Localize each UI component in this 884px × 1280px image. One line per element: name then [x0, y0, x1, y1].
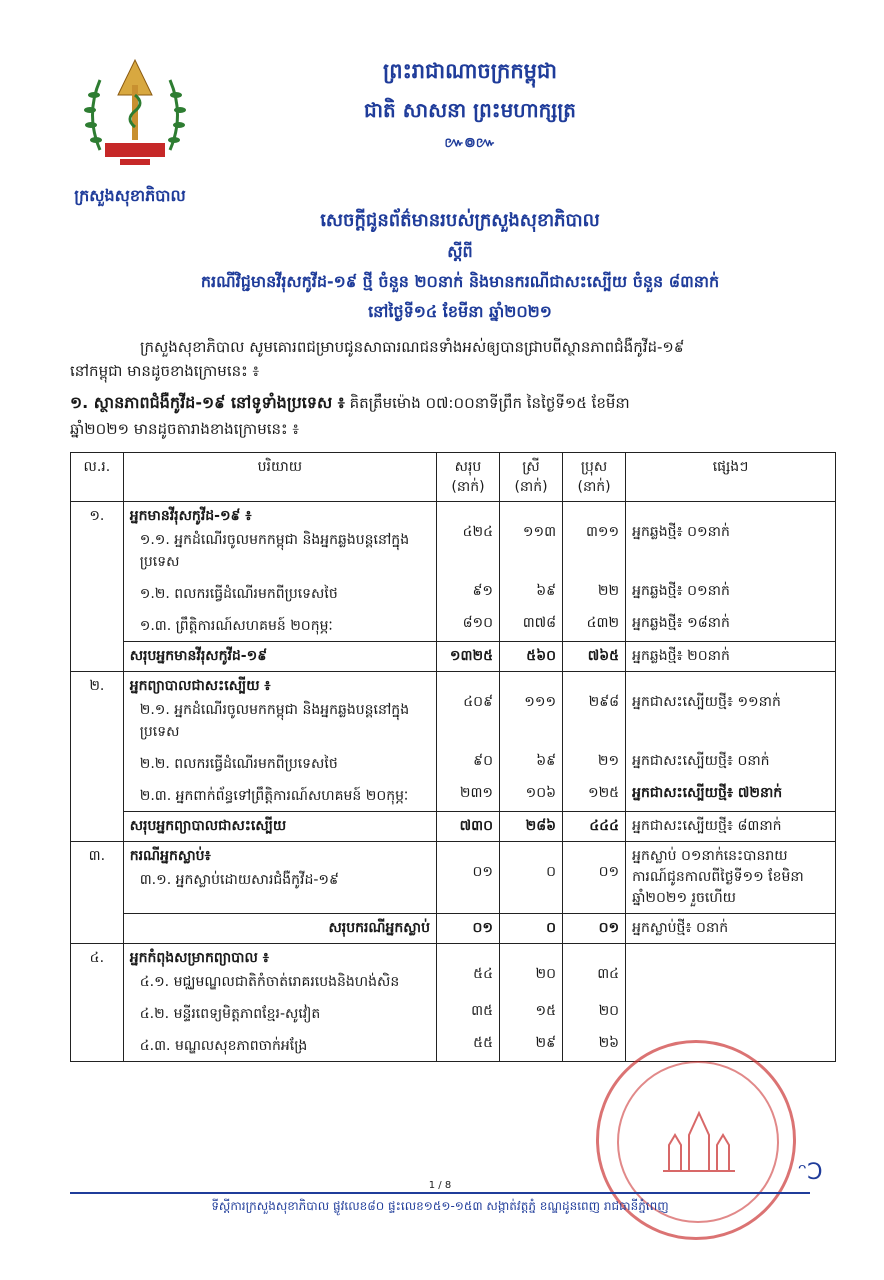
table-row: [71, 502, 836, 578]
header-total-unit: (នាក់): [451, 479, 485, 495]
row-female: [500, 842, 563, 914]
table-sum-row: [71, 812, 836, 842]
sum-desc: សរុបអ្នកព្យាបាលជាសះស្បើយ: [123, 812, 436, 842]
sum-male: ០១: [563, 914, 626, 944]
kingdom-header: [300, 58, 640, 154]
row-total-value: ៤២៤: [462, 524, 493, 540]
table-row: [71, 747, 836, 779]
row-total: [436, 502, 499, 578]
row-female: [500, 944, 563, 998]
row-desc-text: ៣.១. អ្នកស្លាប់ដោយសារជំងឺកូវីដ-១៩: [139, 872, 339, 888]
sum-total: ៧៣០: [436, 812, 499, 842]
row-note: [626, 944, 836, 1062]
group-number: ១.: [71, 502, 124, 672]
header-female-unit: (នាក់): [514, 479, 548, 495]
row-total-value: ០១: [472, 864, 493, 880]
row-male-value: ៣១១: [585, 524, 620, 540]
row-note-text: អ្នកជាសះស្បើយថ្មី៖ ១១នាក់: [632, 694, 781, 710]
row-note: អ្នកឆ្លងថ្មី៖ ០១នាក់: [626, 577, 836, 609]
group-number: ២.: [71, 672, 124, 842]
row-male: ១២៥: [563, 779, 626, 812]
header-no: ល.រ.: [71, 453, 124, 502]
row-male-value: ០១: [598, 864, 620, 880]
header-male-label: ប្រុស: [580, 459, 608, 475]
header-male-unit: (នាក់): [577, 479, 611, 495]
row-desc-text: ៤.១. មជ្ឈមណ្ឌលជាតិកំចាត់រោគរបេងនិងហង់សិន: [139, 974, 400, 990]
row-total: [436, 842, 499, 914]
sum-female: ៥៦០: [500, 642, 563, 672]
row-desc: [123, 944, 436, 998]
table-row: [71, 779, 836, 812]
intro-paragraph: [70, 335, 830, 383]
row-male: ២៦: [563, 1029, 626, 1062]
row-desc-text: ២.៣. អ្នកពាក់ព័ន្ធទៅព្រឹត្តិការណ៍សហគមន៍ ២០កុម្ភៈ: [139, 788, 409, 804]
ornament: ៚៙៚: [444, 135, 496, 151]
row-desc: [123, 747, 436, 779]
sum-note: អ្នកឆ្លងថ្មី៖ ២០នាក់: [626, 642, 836, 672]
row-note-text: អ្នកឆ្លងថ្មី៖ ០១នាក់: [632, 524, 730, 540]
sum-note: អ្នកស្លាប់ថ្មី៖ ០នាក់: [626, 914, 836, 944]
row-desc: [123, 779, 436, 812]
row-note: អ្នកឆ្លងថ្មី៖ ១៨នាក់: [626, 609, 836, 642]
intro-line-2: នៅកម្ពុជា មានដូចខាងក្រោមនេះ ៖: [70, 362, 260, 380]
row-female-value: ០: [546, 864, 557, 880]
row-note: [626, 502, 836, 578]
row-female: [500, 672, 563, 748]
row-total: ៩០: [436, 747, 499, 779]
ministry-logo: [80, 55, 190, 175]
row-desc-text: ២.២. ពលករធ្វើដំណើរមកពីប្រទេសថៃ: [139, 756, 338, 772]
group-number: ៣.: [71, 842, 124, 944]
sum-male: ៧៦៥: [563, 642, 626, 672]
sum-male: ៤៤៤: [563, 812, 626, 842]
table-header-row: [71, 453, 836, 502]
national-motto: ជាតិ សាសនា ព្រះមហាក្សត្រ: [364, 98, 576, 122]
header-female-label: ស្រី: [522, 459, 540, 475]
row-desc-text: ១.១. អ្នកដំណើរចូលមកកម្ពុជា និងអ្នកឆ្លងបន្តនៅក្នុងប្រទេស: [139, 532, 410, 570]
section-1-text-a: គិតត្រឹមម៉ោង ០៧:០០នាទីព្រឹក នៃថ្ងៃទី១៥ ខែមីនា: [344, 394, 630, 412]
table-sum-row: [71, 642, 836, 672]
row-female: ១៥: [500, 997, 563, 1029]
sum-female: ០: [500, 914, 563, 944]
sum-total: ១៣២៥: [436, 642, 499, 672]
covid-status-table: [70, 452, 836, 1062]
group-title: អ្នកកំពុងសម្រាកព្យាបាល ៖: [129, 950, 269, 966]
row-desc-text: ៤.២. មន្ទីរពេទ្យមិត្តភាពខ្មែរ-សូវៀត: [139, 1006, 321, 1022]
document-subject: ករណីវិជ្ជមានវីរុសកូវីដ-១៩ ថ្មី ចំនួន ២០នាក់ និងមានករណីជាសះស្បើយ ចំនួន ៨៣នាក់: [200, 272, 720, 291]
row-total: ៥៥: [436, 1029, 499, 1062]
row-desc: [123, 672, 436, 748]
table-row: [71, 577, 836, 609]
ministry-name: ក្រសួងសុខាភិបាល: [74, 186, 186, 205]
header-total: [436, 453, 499, 502]
sum-desc: សរុបអ្នកមានវីរុសកូវីដ-១៩: [123, 642, 436, 672]
table-row: [71, 842, 836, 914]
footer-divider: [70, 1192, 810, 1194]
header-total-label: សរុប: [454, 459, 482, 475]
row-total: [436, 944, 499, 998]
row-desc-text: ១.៣. ព្រឹត្តិការណ៍សហគមន៍ ២០កុម្ភៈ: [139, 618, 333, 634]
temple-icon: [661, 1105, 737, 1175]
signature: ᵔƆ: [798, 1160, 823, 1185]
group-title: អ្នកមានវីរុសកូវីដ-១៩ ៖: [129, 508, 252, 524]
document-date: នៅថ្ងៃទី១៤ ខែមីនា ឆ្នាំ២០២១: [368, 302, 552, 321]
row-female-value: ១១១: [524, 694, 557, 710]
row-total: ៨១០: [436, 609, 499, 642]
row-desc-text: ២.១. អ្នកដំណើរចូលមកកម្ពុជា និងអ្នកឆ្លងបន្តនៅក្នុងប្រទេស: [139, 702, 410, 740]
group-title: ករណីអ្នកស្លាប់៖: [129, 848, 211, 864]
header-desc: បរិយាយ: [123, 453, 436, 502]
section-1-text-b: ឆ្នាំ២០២១ មានដូចតារាងខាងក្រោមនេះ ៖: [70, 420, 299, 438]
row-desc: [123, 502, 436, 578]
section-1: [70, 390, 830, 442]
row-total: ៩១: [436, 577, 499, 609]
header-female: [500, 453, 563, 502]
row-total-value: ៥៤: [473, 966, 493, 982]
document-subject-label: ស្តីពី: [447, 242, 473, 261]
row-total-value: ៤០៩: [463, 694, 493, 710]
row-total: [436, 672, 499, 748]
row-male-value: ៣៤: [597, 966, 620, 982]
table-row: [71, 944, 836, 998]
row-total: ២៣១: [436, 779, 499, 812]
row-male: ៤៣២: [563, 609, 626, 642]
sum-desc: សរុបករណីអ្នកស្លាប់: [123, 914, 436, 944]
row-desc: [123, 997, 436, 1029]
row-desc: [123, 842, 436, 914]
sum-total: ០១: [436, 914, 499, 944]
table-row: [71, 609, 836, 642]
group-number: ៤.: [71, 944, 124, 1062]
row-female-value: ១១៣: [522, 524, 557, 540]
row-male: [563, 502, 626, 578]
row-total: ៣៥: [436, 997, 499, 1029]
row-male: [563, 672, 626, 748]
row-male: ២២: [563, 577, 626, 609]
row-female: [500, 502, 563, 578]
section-1-heading: ១. ស្ថានភាពជំងឺកូវីដ-១៩ នៅទូទាំងប្រទេស ៖: [70, 393, 345, 412]
sum-note: អ្នកជាសះស្បើយថ្មី៖ ៨៣នាក់: [626, 812, 836, 842]
row-note: [626, 672, 836, 748]
row-male: ២១: [563, 747, 626, 779]
row-note: អ្នកស្លាប់ ០១នាក់នេះបានរាយការណ៍ជូនកាលពីថ្ងៃទី១១ ខែមិនា ឆ្នាំ២០២១ រួចហើយ: [626, 842, 836, 914]
row-desc: [123, 1029, 436, 1062]
row-male: ២០: [563, 997, 626, 1029]
row-female: ២៩: [500, 1029, 563, 1062]
row-note: អ្នកជាសះស្បើយថ្មី៖ ០នាក់: [626, 747, 836, 779]
group-title: អ្នកព្យាបាលជាសះស្បើយ ៖: [129, 678, 271, 694]
kingdom-name: ព្រះរាជាណាចក្រកម្ពុជា: [382, 59, 557, 83]
footer-address: ទីស្តីការក្រសួងសុខាភិបាល ផ្លូវលេខ៨០ ផ្ទះលេខ១៥១-១៥៣ សង្កាត់វត្តភ្នំ ខណ្ឌដូនពេញ រាជធានីភ្នំពេញ: [211, 1199, 669, 1213]
row-desc: [123, 609, 436, 642]
row-desc-text: ១.២. ពលករធ្វើដំណើរមកពីប្រទេសថៃ: [139, 586, 338, 602]
intro-line-1: ក្រសួងសុខាភិបាល សូមគោរពជម្រាបជូនសាធារណជនទាំងអស់ឲ្យបានជ្រាបពីស្ថានភាពជំងឺកូវីដ-១៩: [140, 338, 685, 356]
row-desc: [123, 577, 436, 609]
row-female: ៦៩: [500, 577, 563, 609]
document-title: សេចក្តីជូនព័ត៌មានរបស់ក្រសួងសុខាភិបាល: [320, 210, 600, 231]
sum-female: ២៨៦: [500, 812, 563, 842]
row-female: ៣៧៨: [500, 609, 563, 642]
row-male: [563, 944, 626, 998]
row-female: ១០៦: [500, 779, 563, 812]
row-male-value: ២៩៨: [588, 694, 620, 710]
row-female: ៦៩: [500, 747, 563, 779]
row-female-value: ២០: [535, 966, 557, 982]
header-note: ផ្សេងៗ: [626, 453, 836, 502]
table-row: [71, 672, 836, 748]
document-title-block: [80, 208, 840, 331]
page-number: 1 / 8: [428, 1180, 452, 1191]
header-male: [563, 453, 626, 502]
row-note: អ្នកជាសះស្បើយថ្មី៖ ៧២នាក់: [626, 779, 836, 812]
row-male: [563, 842, 626, 914]
row-desc-text: ៤.៣. មណ្ឌលសុខភាពចាក់អង្រែ: [139, 1038, 308, 1054]
table-sum-row: [71, 914, 836, 944]
